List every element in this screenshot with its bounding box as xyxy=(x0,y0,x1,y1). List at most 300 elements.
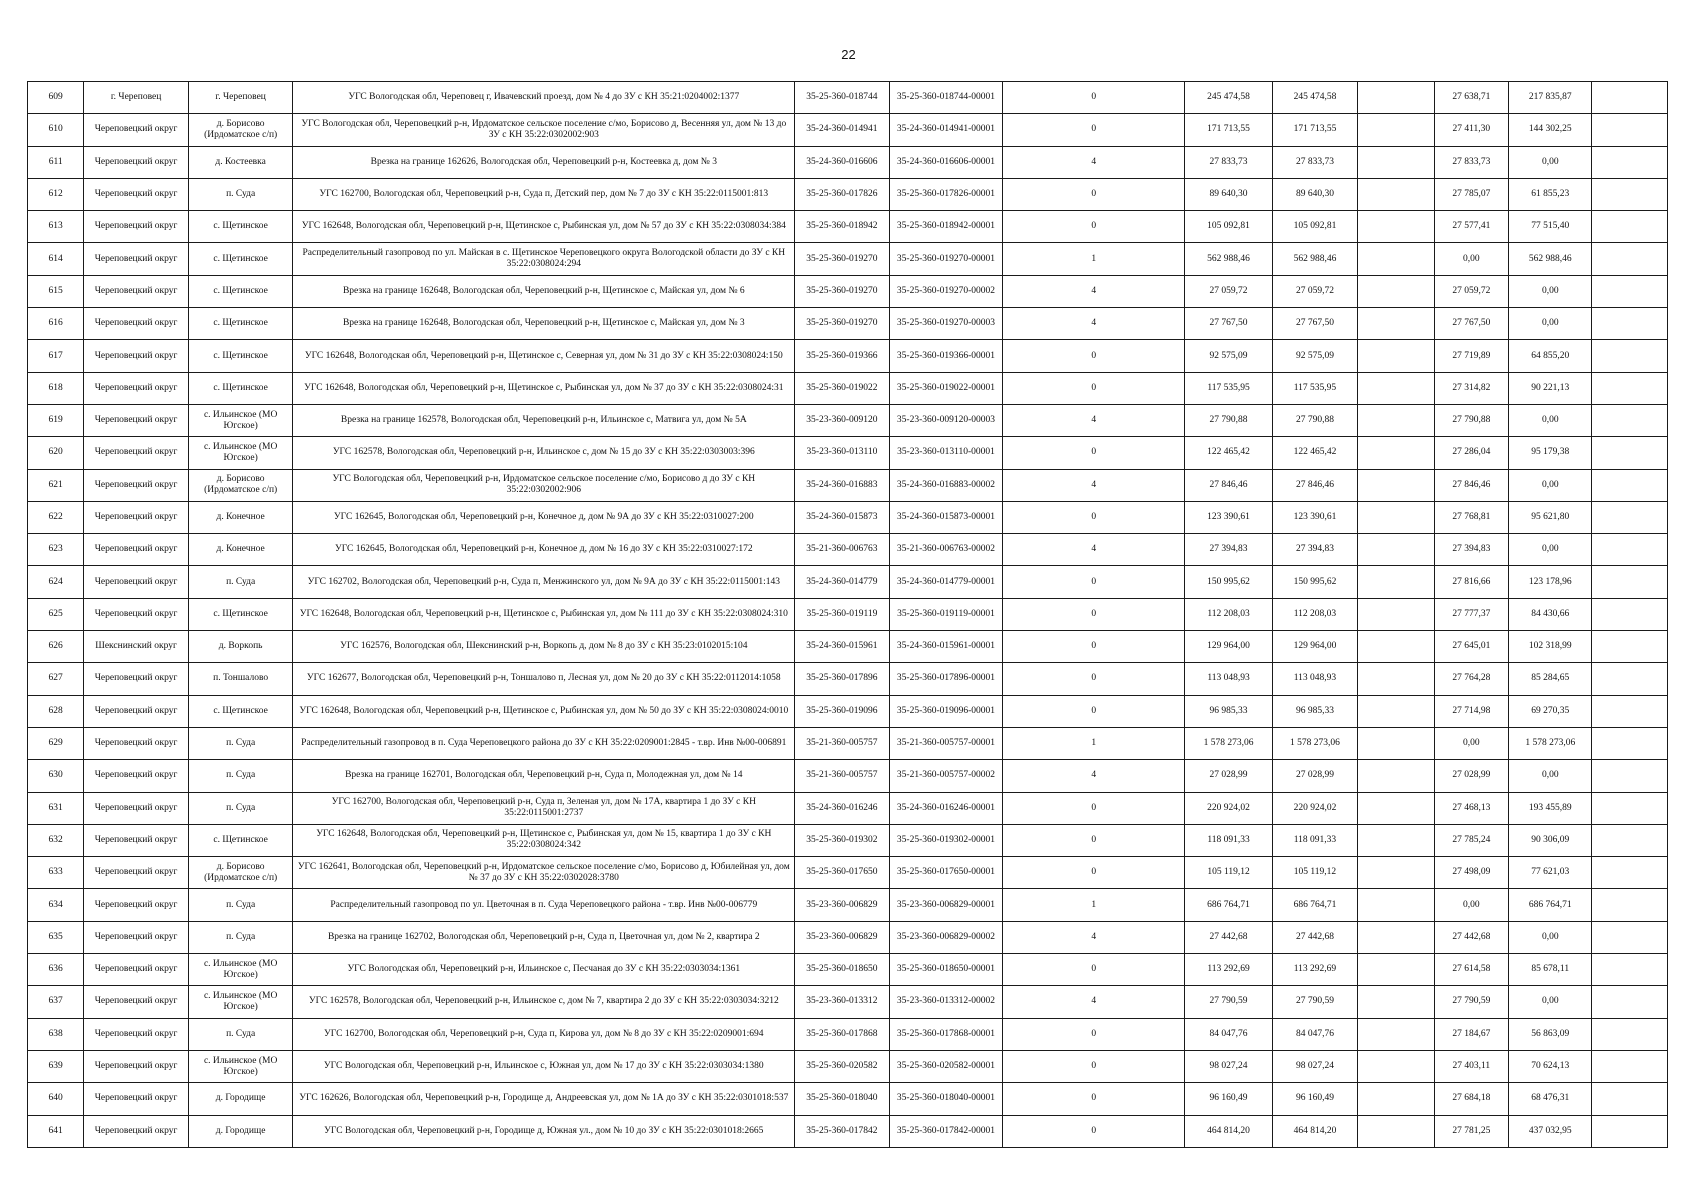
cell-extra-column xyxy=(1592,146,1668,178)
cell-extra-column xyxy=(1592,792,1668,824)
cell-settlement: с. Щетинское xyxy=(188,243,293,275)
cell-amount-basis: 27 394,83 xyxy=(1272,534,1357,566)
cell-category: 0 xyxy=(1003,598,1185,630)
table-row xyxy=(28,1083,1668,1115)
cell-amount-deduction: 27 816,66 xyxy=(1434,566,1508,598)
cell-object-code: 35-25-360-019096-00001 xyxy=(889,695,1003,727)
table-row xyxy=(28,889,1668,921)
cell-empty-column xyxy=(1358,631,1434,663)
table-row xyxy=(28,631,1668,663)
cell-district: Череповецкий округ xyxy=(84,114,189,146)
cell-amount-basis: 245 474,58 xyxy=(1272,82,1357,114)
cell-amount-total: 96 160,49 xyxy=(1185,1083,1272,1115)
cell-category: 4 xyxy=(1003,921,1185,953)
cell-object-description: Распределительный газопровод в п. Суда Череповецкого района до ЗУ с КН 35:22:0209001:2845 - т.вр. Инв №00-006891 xyxy=(293,727,795,759)
cell-amount-basis: 113 048,93 xyxy=(1272,663,1357,695)
cell-extra-column xyxy=(1592,178,1668,210)
cell-settlement: с. Щетинское xyxy=(188,275,293,307)
cell-extra-column xyxy=(1592,954,1668,986)
cell-district: Череповецкий округ xyxy=(84,340,189,372)
cell-extra-column xyxy=(1592,921,1668,953)
cell-object-description: Врезка на границе 162648, Вологодская обл, Череповецкий р-н, Щетинское с, Майская ул, дом № 3 xyxy=(293,308,795,340)
cell-amount-result: 90 221,13 xyxy=(1509,372,1592,404)
table-row xyxy=(28,1115,1668,1147)
cell-district: Череповецкий округ xyxy=(84,501,189,533)
cell-row-number: 613 xyxy=(28,211,84,243)
cell-extra-column xyxy=(1592,82,1668,114)
cell-amount-basis: 92 575,09 xyxy=(1272,340,1357,372)
cell-settlement: п. Суда xyxy=(188,889,293,921)
cell-amount-deduction: 27 577,41 xyxy=(1434,211,1508,243)
cell-amount-result: 68 476,31 xyxy=(1509,1083,1592,1115)
cell-empty-column xyxy=(1358,1115,1434,1147)
cell-object-description: УГС 162677, Вологодская обл, Череповецкий р-н, Тоншалово п, Лесная ул, дом № 20 до ЗУ с КН 35:22:0112014:1058 xyxy=(293,663,795,695)
cell-account-code: 35-25-360-020582 xyxy=(795,1050,890,1082)
cell-empty-column xyxy=(1358,211,1434,243)
cell-empty-column xyxy=(1358,243,1434,275)
cell-amount-deduction: 27 833,73 xyxy=(1434,146,1508,178)
cell-category: 0 xyxy=(1003,1083,1185,1115)
cell-extra-column xyxy=(1592,986,1668,1018)
cell-amount-result: 217 835,87 xyxy=(1509,82,1592,114)
cell-row-number: 621 xyxy=(28,469,84,501)
cell-row-number: 611 xyxy=(28,146,84,178)
cell-amount-deduction: 27 785,24 xyxy=(1434,824,1508,856)
cell-amount-result: 0,00 xyxy=(1509,534,1592,566)
cell-account-code: 35-24-360-014779 xyxy=(795,566,890,598)
cell-account-code: 35-24-360-016606 xyxy=(795,146,890,178)
cell-extra-column xyxy=(1592,501,1668,533)
cell-amount-deduction: 27 785,07 xyxy=(1434,178,1508,210)
cell-empty-column xyxy=(1358,437,1434,469)
table-row xyxy=(28,857,1668,889)
cell-row-number: 615 xyxy=(28,275,84,307)
cell-category: 0 xyxy=(1003,954,1185,986)
table-row xyxy=(28,82,1668,114)
cell-category: 1 xyxy=(1003,243,1185,275)
cell-row-number: 634 xyxy=(28,889,84,921)
cell-amount-basis: 27 790,59 xyxy=(1272,986,1357,1018)
cell-district: Череповецкий округ xyxy=(84,986,189,1018)
cell-settlement: д. Костеевка xyxy=(188,146,293,178)
cell-district: Шекснинский округ xyxy=(84,631,189,663)
cell-amount-total: 27 028,99 xyxy=(1185,760,1272,792)
cell-settlement: с. Ильинское (МО Югское) xyxy=(188,986,293,1018)
cell-object-code: 35-24-360-014941-00001 xyxy=(889,114,1003,146)
cell-object-code: 35-24-360-016883-00002 xyxy=(889,469,1003,501)
cell-object-description: Распределительный газопровод по ул. Майская в с. Щетинское Череповецкого округа Вологодской области до ЗУ с КН 35:22:0308024:294 xyxy=(293,243,795,275)
cell-amount-deduction: 27 790,88 xyxy=(1434,404,1508,436)
cell-amount-deduction: 27 781,25 xyxy=(1434,1115,1508,1147)
cell-account-code: 35-24-360-016246 xyxy=(795,792,890,824)
table-row xyxy=(28,986,1668,1018)
cell-category: 0 xyxy=(1003,824,1185,856)
table-row xyxy=(28,1018,1668,1050)
cell-amount-total: 27 394,83 xyxy=(1185,534,1272,566)
page-number: 22 xyxy=(841,47,856,62)
cell-object-code: 35-25-360-019270-00002 xyxy=(889,275,1003,307)
cell-object-code: 35-25-360-018650-00001 xyxy=(889,954,1003,986)
cell-district: Череповецкий округ xyxy=(84,404,189,436)
cell-category: 0 xyxy=(1003,1018,1185,1050)
cell-amount-deduction: 27 767,50 xyxy=(1434,308,1508,340)
table-row xyxy=(28,760,1668,792)
cell-extra-column xyxy=(1592,631,1668,663)
cell-row-number: 617 xyxy=(28,340,84,372)
cell-amount-total: 113 048,93 xyxy=(1185,663,1272,695)
cell-object-code: 35-24-360-016606-00001 xyxy=(889,146,1003,178)
cell-settlement: п. Суда xyxy=(188,178,293,210)
cell-category: 0 xyxy=(1003,340,1185,372)
cell-category: 0 xyxy=(1003,566,1185,598)
cell-amount-basis: 123 390,61 xyxy=(1272,501,1357,533)
cell-amount-result: 0,00 xyxy=(1509,986,1592,1018)
cell-amount-total: 464 814,20 xyxy=(1185,1115,1272,1147)
cell-empty-column xyxy=(1358,534,1434,566)
cell-object-description: УГС 162700, Вологодская обл, Череповецкий р-н, Суда п, Зеленая ул, дом № 17А, квартира 1 до ЗУ с КН 35:22:0115001:2737 xyxy=(293,792,795,824)
cell-object-code: 35-25-360-018040-00001 xyxy=(889,1083,1003,1115)
table-row xyxy=(28,404,1668,436)
cell-empty-column xyxy=(1358,792,1434,824)
cell-row-number: 616 xyxy=(28,308,84,340)
cell-object-description: УГС 162645, Вологодская обл, Череповецкий р-н, Конечное д, дом № 9А до ЗУ с КН 35:22:0310027:200 xyxy=(293,501,795,533)
cell-amount-deduction: 27 645,01 xyxy=(1434,631,1508,663)
cell-settlement: с. Ильинское (МО Югское) xyxy=(188,954,293,986)
table-row xyxy=(28,598,1668,630)
cell-amount-result: 123 178,96 xyxy=(1509,566,1592,598)
cell-category: 0 xyxy=(1003,372,1185,404)
cell-amount-total: 89 640,30 xyxy=(1185,178,1272,210)
cell-empty-column xyxy=(1358,921,1434,953)
cell-extra-column xyxy=(1592,340,1668,372)
table-row xyxy=(28,921,1668,953)
cell-amount-basis: 105 092,81 xyxy=(1272,211,1357,243)
cell-district: Череповецкий округ xyxy=(84,792,189,824)
cell-row-number: 625 xyxy=(28,598,84,630)
cell-amount-total: 122 465,42 xyxy=(1185,437,1272,469)
cell-amount-total: 562 988,46 xyxy=(1185,243,1272,275)
cell-amount-result: 69 270,35 xyxy=(1509,695,1592,727)
cell-amount-deduction: 0,00 xyxy=(1434,727,1508,759)
cell-object-description: УГС 162648, Вологодская обл, Череповецкий р-н, Щетинское с, Рыбинская ул, дом № 37 до ЗУ с КН 35:22:0308024:31 xyxy=(293,372,795,404)
cell-object-description: Врезка на границе 162648, Вологодская обл, Череповецкий р-н, Щетинское с, Майская ул, дом № 6 xyxy=(293,275,795,307)
cell-settlement: п. Суда xyxy=(188,727,293,759)
table-row xyxy=(28,954,1668,986)
table-row xyxy=(28,211,1668,243)
cell-amount-basis: 171 713,55 xyxy=(1272,114,1357,146)
cell-amount-basis: 464 814,20 xyxy=(1272,1115,1357,1147)
cell-settlement: с. Щетинское xyxy=(188,598,293,630)
cell-category: 4 xyxy=(1003,275,1185,307)
cell-category: 0 xyxy=(1003,663,1185,695)
cell-extra-column xyxy=(1592,824,1668,856)
cell-object-description: УГС 162576, Вологодская обл, Шекснинский р-н, Воркопь д, дом № 8 до ЗУ с КН 35:23:0102015:104 xyxy=(293,631,795,663)
cell-account-code: 35-23-360-006829 xyxy=(795,889,890,921)
cell-amount-result: 56 863,09 xyxy=(1509,1018,1592,1050)
cell-object-description: Врезка на границе 162702, Вологодская обл, Череповецкий р-н, Суда п, Цветочная ул, дом № 2, квартира 2 xyxy=(293,921,795,953)
cell-object-description: УГС 162648, Вологодская обл, Череповецкий р-н, Щетинское с, Северная ул, дом № 31 до ЗУ с КН 35:22:0308024:150 xyxy=(293,340,795,372)
cell-category: 0 xyxy=(1003,792,1185,824)
cell-amount-result: 77 515,40 xyxy=(1509,211,1592,243)
cell-district: Череповецкий округ xyxy=(84,889,189,921)
cell-amount-result: 102 318,99 xyxy=(1509,631,1592,663)
cell-empty-column xyxy=(1358,1083,1434,1115)
cell-amount-basis: 105 119,12 xyxy=(1272,857,1357,889)
cell-object-code: 35-25-360-017842-00001 xyxy=(889,1115,1003,1147)
cell-object-code: 35-25-360-019119-00001 xyxy=(889,598,1003,630)
cell-object-description: УГС 162641, Вологодская обл, Череповецкий р-н, Ирдоматское сельское поселение с/мо, Борисово д, Юбилейная ул, дом № 37 до ЗУ с КН 35:22:0302028:3780 xyxy=(293,857,795,889)
cell-district: Череповецкий округ xyxy=(84,146,189,178)
cell-amount-basis: 117 535,95 xyxy=(1272,372,1357,404)
cell-category: 4 xyxy=(1003,308,1185,340)
cell-row-number: 635 xyxy=(28,921,84,953)
cell-amount-result: 0,00 xyxy=(1509,275,1592,307)
cell-account-code: 35-25-360-017868 xyxy=(795,1018,890,1050)
cell-amount-basis: 1 578 273,06 xyxy=(1272,727,1357,759)
cell-amount-total: 27 790,59 xyxy=(1185,986,1272,1018)
cell-extra-column xyxy=(1592,243,1668,275)
cell-object-code: 35-25-360-019270-00003 xyxy=(889,308,1003,340)
cell-category: 0 xyxy=(1003,82,1185,114)
cell-amount-deduction: 27 314,82 xyxy=(1434,372,1508,404)
cell-settlement: д. Городище xyxy=(188,1083,293,1115)
cell-empty-column xyxy=(1358,954,1434,986)
cell-district: Череповецкий округ xyxy=(84,954,189,986)
cell-category: 0 xyxy=(1003,631,1185,663)
cell-settlement: п. Суда xyxy=(188,921,293,953)
cell-category: 0 xyxy=(1003,857,1185,889)
cell-settlement: с. Щетинское xyxy=(188,695,293,727)
cell-empty-column xyxy=(1358,857,1434,889)
cell-account-code: 35-25-360-019270 xyxy=(795,275,890,307)
cell-amount-basis: 129 964,00 xyxy=(1272,631,1357,663)
cell-amount-basis: 118 091,33 xyxy=(1272,824,1357,856)
cell-amount-deduction: 0,00 xyxy=(1434,889,1508,921)
cell-amount-deduction: 27 684,18 xyxy=(1434,1083,1508,1115)
cell-row-number: 614 xyxy=(28,243,84,275)
cell-category: 0 xyxy=(1003,1115,1185,1147)
cell-settlement: г. Череповец xyxy=(188,82,293,114)
table-row xyxy=(28,243,1668,275)
cell-amount-basis: 113 292,69 xyxy=(1272,954,1357,986)
cell-amount-total: 220 924,02 xyxy=(1185,792,1272,824)
cell-category: 4 xyxy=(1003,760,1185,792)
cell-amount-basis: 27 767,50 xyxy=(1272,308,1357,340)
cell-amount-deduction: 27 028,99 xyxy=(1434,760,1508,792)
cell-amount-deduction: 27 714,98 xyxy=(1434,695,1508,727)
table-row xyxy=(28,308,1668,340)
cell-account-code: 35-25-360-019270 xyxy=(795,308,890,340)
cell-category: 0 xyxy=(1003,211,1185,243)
table-row xyxy=(28,372,1668,404)
cell-empty-column xyxy=(1358,889,1434,921)
cell-district: Череповецкий округ xyxy=(84,727,189,759)
cell-object-description: УГС 162648, Вологодская обл, Череповецкий р-н, Щетинское с, Рыбинская ул, дом № 15, квартира 1 до ЗУ с КН 35:22:0308024:342 xyxy=(293,824,795,856)
cell-empty-column xyxy=(1358,469,1434,501)
cell-category: 4 xyxy=(1003,986,1185,1018)
cell-district: Череповецкий округ xyxy=(84,469,189,501)
cell-amount-result: 686 764,71 xyxy=(1509,889,1592,921)
cell-amount-result: 77 621,03 xyxy=(1509,857,1592,889)
cell-account-code: 35-24-360-015961 xyxy=(795,631,890,663)
table-row xyxy=(28,178,1668,210)
cell-amount-deduction: 27 846,46 xyxy=(1434,469,1508,501)
cell-settlement: с. Щетинское xyxy=(188,340,293,372)
cell-extra-column xyxy=(1592,534,1668,566)
cell-district: Череповецкий округ xyxy=(84,275,189,307)
cell-settlement: д. Борисово (Ирдоматское с/п) xyxy=(188,857,293,889)
cell-object-description: УГС 162648, Вологодская обл, Череповецкий р-н, Щетинское с, Рыбинская ул, дом № 111 до ЗУ с КН 35:22:0308024:310 xyxy=(293,598,795,630)
cell-object-description: УГС Вологодская обл, Череповецкий р-н, Городище д, Южная ул., дом № 10 до ЗУ с КН 35:22:0301018:2665 xyxy=(293,1115,795,1147)
cell-settlement: п. Суда xyxy=(188,566,293,598)
cell-row-number: 629 xyxy=(28,727,84,759)
cell-account-code: 35-24-360-015873 xyxy=(795,501,890,533)
cell-amount-basis: 562 988,46 xyxy=(1272,243,1357,275)
cell-object-description: УГС 162578, Вологодская обл, Череповецкий р-н, Ильинское с, дом № 15 до ЗУ с КН 35:22:0303003:396 xyxy=(293,437,795,469)
cell-amount-basis: 112 208,03 xyxy=(1272,598,1357,630)
cell-amount-result: 0,00 xyxy=(1509,404,1592,436)
table-row xyxy=(28,824,1668,856)
cell-row-number: 626 xyxy=(28,631,84,663)
cell-category: 4 xyxy=(1003,534,1185,566)
cell-amount-basis: 84 047,76 xyxy=(1272,1018,1357,1050)
cell-amount-deduction: 27 638,71 xyxy=(1434,82,1508,114)
cell-row-number: 641 xyxy=(28,1115,84,1147)
cell-extra-column xyxy=(1592,372,1668,404)
cell-settlement: с. Щетинское xyxy=(188,372,293,404)
cell-object-code: 35-23-360-006829-00001 xyxy=(889,889,1003,921)
cell-object-code: 35-23-360-006829-00002 xyxy=(889,921,1003,953)
cell-amount-total: 27 790,88 xyxy=(1185,404,1272,436)
cell-row-number: 622 xyxy=(28,501,84,533)
cell-amount-basis: 27 846,46 xyxy=(1272,469,1357,501)
cell-category: 0 xyxy=(1003,695,1185,727)
cell-account-code: 35-25-360-017650 xyxy=(795,857,890,889)
cell-category: 1 xyxy=(1003,889,1185,921)
cell-object-description: УГС 162578, Вологодская обл, Череповецкий р-н, Ильинское с, дом № 7, квартира 2 до ЗУ с КН 35:22:0303034:3212 xyxy=(293,986,795,1018)
cell-amount-basis: 150 995,62 xyxy=(1272,566,1357,598)
cell-row-number: 633 xyxy=(28,857,84,889)
cell-category: 0 xyxy=(1003,1050,1185,1082)
cell-amount-result: 90 306,09 xyxy=(1509,824,1592,856)
cell-amount-result: 1 578 273,06 xyxy=(1509,727,1592,759)
cell-empty-column xyxy=(1358,308,1434,340)
cell-settlement: с. Щетинское xyxy=(188,211,293,243)
cell-object-code: 35-25-360-020582-00001 xyxy=(889,1050,1003,1082)
cell-amount-result: 70 624,13 xyxy=(1509,1050,1592,1082)
cell-object-code: 35-24-360-015873-00001 xyxy=(889,501,1003,533)
cell-extra-column xyxy=(1592,598,1668,630)
cell-account-code: 35-24-360-016883 xyxy=(795,469,890,501)
cell-extra-column xyxy=(1592,760,1668,792)
cell-district: Череповецкий округ xyxy=(84,1083,189,1115)
cell-amount-basis: 89 640,30 xyxy=(1272,178,1357,210)
table-row xyxy=(28,275,1668,307)
cell-category: 4 xyxy=(1003,146,1185,178)
cell-empty-column xyxy=(1358,404,1434,436)
cell-settlement: п. Суда xyxy=(188,792,293,824)
cell-amount-result: 95 179,38 xyxy=(1509,437,1592,469)
cell-amount-result: 0,00 xyxy=(1509,308,1592,340)
cell-row-number: 627 xyxy=(28,663,84,695)
cell-object-code: 35-25-360-017826-00001 xyxy=(889,178,1003,210)
cell-settlement: с. Щетинское xyxy=(188,308,293,340)
cell-row-number: 612 xyxy=(28,178,84,210)
cell-amount-deduction: 27 442,68 xyxy=(1434,921,1508,953)
cell-district: Череповецкий округ xyxy=(84,211,189,243)
cell-empty-column xyxy=(1358,114,1434,146)
cell-amount-total: 27 442,68 xyxy=(1185,921,1272,953)
cell-amount-total: 96 985,33 xyxy=(1185,695,1272,727)
cell-amount-basis: 122 465,42 xyxy=(1272,437,1357,469)
cell-amount-deduction: 27 411,30 xyxy=(1434,114,1508,146)
cell-empty-column xyxy=(1358,663,1434,695)
cell-amount-deduction: 27 719,89 xyxy=(1434,340,1508,372)
cell-account-code: 35-23-360-009120 xyxy=(795,404,890,436)
cell-district: Череповецкий округ xyxy=(84,760,189,792)
cell-district: Череповецкий округ xyxy=(84,308,189,340)
cell-object-description: УГС 162626, Вологодская обл, Череповецкий р-н, Городище д, Андреевская ул, дом № 1А до ЗУ с КН 35:22:0301018:537 xyxy=(293,1083,795,1115)
cell-extra-column xyxy=(1592,1083,1668,1115)
cell-extra-column xyxy=(1592,211,1668,243)
cell-row-number: 638 xyxy=(28,1018,84,1050)
cell-settlement: п. Тоншалово xyxy=(188,663,293,695)
cell-amount-total: 129 964,00 xyxy=(1185,631,1272,663)
cell-amount-basis: 27 059,72 xyxy=(1272,275,1357,307)
table-row xyxy=(28,1050,1668,1082)
cell-row-number: 636 xyxy=(28,954,84,986)
cell-object-description: Врезка на границе 162701, Вологодская обл, Череповецкий р-н, Суда п, Молодежная ул, дом № 14 xyxy=(293,760,795,792)
cell-row-number: 637 xyxy=(28,986,84,1018)
cell-district: Череповецкий округ xyxy=(84,534,189,566)
cell-amount-basis: 98 027,24 xyxy=(1272,1050,1357,1082)
cell-amount-basis: 27 790,88 xyxy=(1272,404,1357,436)
cell-amount-result: 562 988,46 xyxy=(1509,243,1592,275)
cell-object-description: УГС 162700, Вологодская обл, Череповецкий р-н, Суда п, Кирова ул, дом № 8 до ЗУ с КН 35:22:0209001:694 xyxy=(293,1018,795,1050)
cell-district: Череповецкий округ xyxy=(84,824,189,856)
cell-empty-column xyxy=(1358,824,1434,856)
cell-row-number: 631 xyxy=(28,792,84,824)
table-row xyxy=(28,501,1668,533)
cell-object-description: УГС 162700, Вологодская обл, Череповецкий р-н, Суда п, Детский пер, дом № 7 до ЗУ с КН 35:22:0115001:813 xyxy=(293,178,795,210)
cell-object-description: УГС Вологодская обл, Череповец г, Ивачевский проезд, дом № 4 до ЗУ с КН 35:21:0204002:1377 xyxy=(293,82,795,114)
cell-extra-column xyxy=(1592,404,1668,436)
cell-amount-deduction: 27 498,09 xyxy=(1434,857,1508,889)
cell-amount-total: 171 713,55 xyxy=(1185,114,1272,146)
cell-settlement: д. Городище xyxy=(188,1115,293,1147)
cell-amount-total: 27 833,73 xyxy=(1185,146,1272,178)
table-row xyxy=(28,695,1668,727)
cell-extra-column xyxy=(1592,308,1668,340)
cell-empty-column xyxy=(1358,598,1434,630)
cell-amount-deduction: 27 614,58 xyxy=(1434,954,1508,986)
cell-row-number: 610 xyxy=(28,114,84,146)
cell-amount-deduction: 27 468,13 xyxy=(1434,792,1508,824)
cell-empty-column xyxy=(1358,986,1434,1018)
cell-amount-total: 112 208,03 xyxy=(1185,598,1272,630)
cell-amount-result: 85 678,11 xyxy=(1509,954,1592,986)
cell-extra-column xyxy=(1592,469,1668,501)
cell-amount-total: 150 995,62 xyxy=(1185,566,1272,598)
cell-object-code: 35-25-360-019302-00001 xyxy=(889,824,1003,856)
cell-amount-total: 1 578 273,06 xyxy=(1185,727,1272,759)
cell-object-description: УГС Вологодская обл, Череповецкий р-н, Ильинское с, Песчаная до ЗУ с КН 35:22:0303034:1361 xyxy=(293,954,795,986)
cell-account-code: 35-25-360-018040 xyxy=(795,1083,890,1115)
cell-amount-result: 144 302,25 xyxy=(1509,114,1592,146)
table-row xyxy=(28,534,1668,566)
cell-amount-basis: 220 924,02 xyxy=(1272,792,1357,824)
cell-settlement: д. Воркопь xyxy=(188,631,293,663)
